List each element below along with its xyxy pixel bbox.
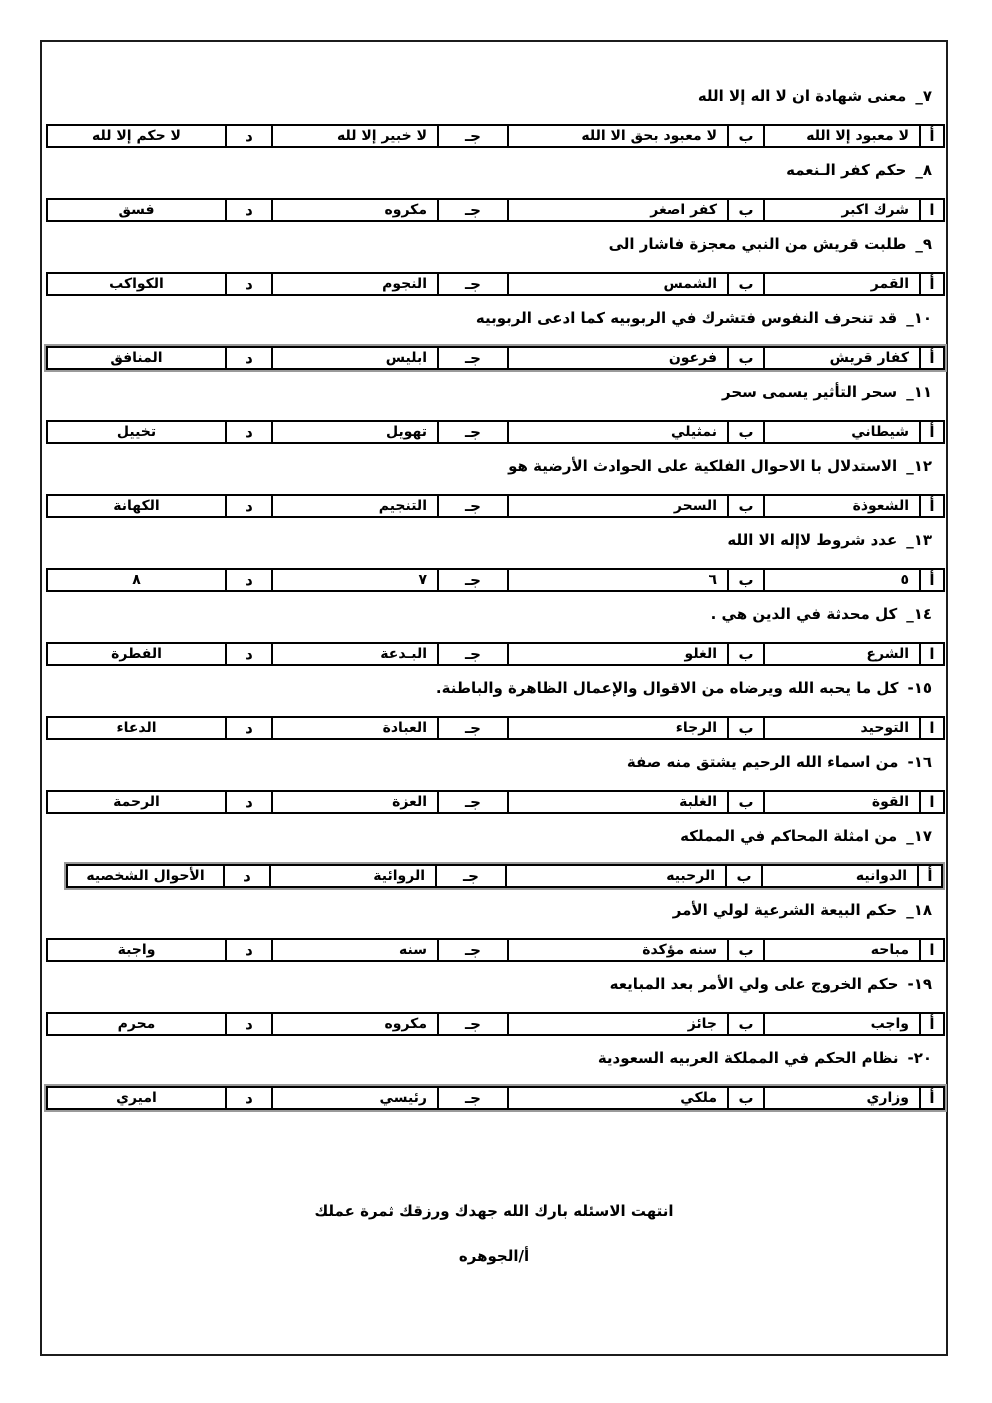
options-table bbox=[46, 1086, 945, 1110]
question-text: حكم البيعة الشرعية لولي الأمر bbox=[672, 901, 898, 919]
question-line bbox=[42, 532, 932, 549]
option-letter-c: جـ bbox=[438, 1087, 508, 1109]
option-value-b: الرجاء bbox=[508, 717, 728, 739]
option-value-d: الأحوال الشخصيه bbox=[67, 865, 224, 887]
option-value-a: الدوانيه bbox=[762, 865, 918, 887]
question-block bbox=[42, 1050, 946, 1118]
option-letter-b: ب bbox=[728, 643, 764, 665]
option-value-c: البـدعة bbox=[272, 643, 438, 665]
option-letter-b: ب bbox=[728, 717, 764, 739]
option-letter-a: أ bbox=[918, 865, 942, 887]
option-value-a: كفار قريش bbox=[764, 347, 920, 369]
question-line bbox=[42, 902, 932, 919]
option-letter-c: جـ bbox=[438, 569, 508, 591]
options-table bbox=[66, 864, 943, 888]
options-row bbox=[47, 125, 944, 147]
option-letter-b: ب bbox=[728, 939, 764, 961]
option-letter-c: جـ bbox=[438, 1013, 508, 1035]
options-table bbox=[46, 642, 945, 666]
options-row bbox=[47, 1013, 944, 1035]
option-value-a: وزاري bbox=[764, 1087, 920, 1109]
question-number: ١٩- bbox=[907, 975, 932, 993]
option-letter-d: د bbox=[226, 421, 272, 443]
option-letter-d: د bbox=[226, 939, 272, 961]
question-text: نظام الحكم في المملكة العربيه السعودية bbox=[597, 1049, 899, 1067]
option-letter-c: جـ bbox=[438, 495, 508, 517]
question-text: من اسماء الله الرحيم يشتق منه صفة bbox=[626, 753, 899, 771]
options-table bbox=[46, 124, 945, 148]
option-letter-d: د bbox=[226, 1013, 272, 1035]
question-block bbox=[42, 532, 946, 600]
option-letter-b: ب bbox=[728, 1087, 764, 1109]
options-table bbox=[46, 938, 945, 962]
option-letter-c: جـ bbox=[438, 347, 508, 369]
options-table bbox=[46, 568, 945, 592]
options-table bbox=[46, 1012, 945, 1036]
question-text: كل محدثة في الدين هي . bbox=[710, 605, 898, 623]
option-letter-d: د bbox=[226, 791, 272, 813]
question-text: كل ما يحبه الله ويرضاه من الاقوال والإعمال الظاهرة والباطنة. bbox=[435, 679, 899, 697]
question-block bbox=[42, 236, 946, 304]
question-line bbox=[42, 458, 932, 475]
option-value-a: لا معبود إلا الله bbox=[764, 125, 920, 147]
question-number: ٨_ bbox=[915, 161, 932, 179]
option-value-a: القمر bbox=[764, 273, 920, 295]
option-value-b: السحر bbox=[508, 495, 728, 517]
option-letter-d: د bbox=[226, 347, 272, 369]
options-table bbox=[46, 494, 945, 518]
option-value-d: لا حكم إلا لله bbox=[47, 125, 226, 147]
option-letter-c: جـ bbox=[438, 717, 508, 739]
option-value-b: الغلو bbox=[508, 643, 728, 665]
question-line bbox=[42, 236, 932, 253]
option-value-b: ٦ bbox=[508, 569, 728, 591]
option-value-b: نمثيلي bbox=[508, 421, 728, 443]
option-letter-b: ب bbox=[728, 1013, 764, 1035]
options-table bbox=[46, 198, 945, 222]
option-value-b: كفر اصغر bbox=[508, 199, 728, 221]
question-line bbox=[42, 606, 932, 623]
option-value-c: النجوم bbox=[272, 273, 438, 295]
question-block bbox=[42, 902, 946, 970]
question-number: ١٣_ bbox=[906, 531, 932, 549]
questions-area bbox=[42, 42, 946, 1118]
option-letter-c: جـ bbox=[436, 865, 506, 887]
option-value-a: مباحه bbox=[764, 939, 920, 961]
question-number: ١١_ bbox=[906, 383, 932, 401]
option-value-c: تهويل bbox=[272, 421, 438, 443]
option-letter-a: ا bbox=[920, 199, 944, 221]
option-letter-a: أ bbox=[920, 1087, 944, 1109]
option-letter-b: ب bbox=[728, 125, 764, 147]
option-letter-d: د bbox=[226, 569, 272, 591]
question-text: طلبت قريش من النبي معجزة فاشار الى bbox=[608, 235, 907, 253]
question-line bbox=[42, 680, 932, 697]
options-row bbox=[47, 495, 944, 517]
option-value-d: ٨ bbox=[47, 569, 226, 591]
question-text: سحر التأثير يسمى سحر bbox=[721, 383, 898, 401]
question-block bbox=[42, 754, 946, 822]
question-number: ١٧_ bbox=[906, 827, 932, 845]
option-letter-a: أ bbox=[920, 1013, 944, 1035]
option-letter-a: أ bbox=[920, 569, 944, 591]
options-row bbox=[47, 643, 944, 665]
option-letter-a: ا bbox=[920, 643, 944, 665]
question-number: ١٢_ bbox=[906, 457, 932, 475]
option-value-d: فسق bbox=[47, 199, 226, 221]
options-row bbox=[67, 865, 942, 887]
option-value-b: الرحبيه bbox=[506, 865, 726, 887]
option-letter-b: ب bbox=[726, 865, 762, 887]
question-number: ٧_ bbox=[915, 87, 932, 105]
option-value-c: الروائية bbox=[270, 865, 436, 887]
question-block bbox=[42, 310, 946, 378]
options-table bbox=[46, 272, 945, 296]
option-letter-d: د bbox=[226, 125, 272, 147]
option-value-b: الغلبة bbox=[508, 791, 728, 813]
option-letter-a: ا bbox=[920, 717, 944, 739]
question-block bbox=[42, 162, 946, 230]
option-value-a: واجب bbox=[764, 1013, 920, 1035]
question-number: ٢٠- bbox=[907, 1049, 932, 1067]
option-value-a: الشرع bbox=[764, 643, 920, 665]
option-letter-b: ب bbox=[728, 791, 764, 813]
option-value-d: اميري bbox=[47, 1087, 226, 1109]
options-row bbox=[47, 421, 944, 443]
option-value-a: شيطاني bbox=[764, 421, 920, 443]
option-letter-a: ا bbox=[920, 939, 944, 961]
option-value-a: الشعوذة bbox=[764, 495, 920, 517]
option-letter-c: جـ bbox=[438, 273, 508, 295]
option-letter-a: أ bbox=[920, 125, 944, 147]
question-block bbox=[42, 828, 946, 896]
option-value-b: جائز bbox=[508, 1013, 728, 1035]
option-value-c: العبادة bbox=[272, 717, 438, 739]
option-letter-a: أ bbox=[920, 273, 944, 295]
option-value-b: الشمس bbox=[508, 273, 728, 295]
exam-footer bbox=[42, 1202, 946, 1265]
question-text: قد تنحرف النفوس فتشرك في الربوبيه كما ادعى الربوبيه bbox=[475, 309, 898, 327]
option-value-b: سنه مؤكدة bbox=[508, 939, 728, 961]
option-letter-b: ب bbox=[728, 273, 764, 295]
question-text: معنى شهادة ان لا اله إلا الله bbox=[697, 87, 907, 105]
options-row bbox=[47, 791, 944, 813]
option-value-c: مكروه bbox=[272, 1013, 438, 1035]
option-value-b: ملكي bbox=[508, 1087, 728, 1109]
option-value-c: ٧ bbox=[272, 569, 438, 591]
option-letter-a: ا bbox=[920, 791, 944, 813]
question-number: ١٨_ bbox=[906, 901, 932, 919]
option-letter-c: جـ bbox=[438, 643, 508, 665]
option-value-c: سنه bbox=[272, 939, 438, 961]
option-letter-c: جـ bbox=[438, 421, 508, 443]
option-value-c: مكروه bbox=[272, 199, 438, 221]
options-row bbox=[47, 199, 944, 221]
option-value-d: واجبة bbox=[47, 939, 226, 961]
option-value-c: لا خبير إلا لله bbox=[272, 125, 438, 147]
options-table bbox=[46, 790, 945, 814]
option-letter-d: د bbox=[226, 199, 272, 221]
question-number: ١٥- bbox=[907, 679, 932, 697]
question-number: ١٠_ bbox=[906, 309, 932, 327]
question-line bbox=[42, 162, 932, 179]
option-value-d: المنافق bbox=[47, 347, 226, 369]
question-block bbox=[42, 458, 946, 526]
option-letter-a: أ bbox=[920, 347, 944, 369]
option-value-d: الفطرة bbox=[47, 643, 226, 665]
question-line bbox=[42, 754, 932, 771]
question-text: الاستدلال با الاحوال الفلكية على الحوادث الأرضية هو bbox=[508, 457, 898, 475]
question-block bbox=[42, 680, 946, 748]
options-table bbox=[46, 420, 945, 444]
option-letter-c: جـ bbox=[438, 939, 508, 961]
exam-page bbox=[40, 40, 948, 1356]
option-value-a: ٥ bbox=[764, 569, 920, 591]
question-text: حكم الخروج على ولي الأمر بعد المبايعه bbox=[609, 975, 899, 993]
option-value-a: القوة bbox=[764, 791, 920, 813]
option-letter-b: ب bbox=[728, 569, 764, 591]
question-line bbox=[42, 976, 932, 993]
options-row bbox=[47, 347, 944, 369]
option-value-a: شرك اكبر bbox=[764, 199, 920, 221]
option-letter-d: د bbox=[226, 273, 272, 295]
option-letter-a: أ bbox=[920, 421, 944, 443]
question-line bbox=[42, 384, 932, 401]
question-line bbox=[42, 1050, 932, 1067]
option-value-d: الكواكب bbox=[47, 273, 226, 295]
question-line bbox=[42, 88, 932, 105]
question-number: ١٤_ bbox=[906, 605, 932, 623]
option-letter-d: د bbox=[226, 643, 272, 665]
option-letter-b: ب bbox=[728, 421, 764, 443]
option-value-c: رئيسي bbox=[272, 1087, 438, 1109]
options-row bbox=[47, 1087, 944, 1109]
option-value-c: العزة bbox=[272, 791, 438, 813]
option-value-a: التوحيد bbox=[764, 717, 920, 739]
option-value-b: فرعون bbox=[508, 347, 728, 369]
teacher-signature: أ/الجوهره bbox=[458, 1247, 530, 1265]
question-block bbox=[42, 384, 946, 452]
question-number: ٩_ bbox=[915, 235, 932, 253]
option-letter-b: ب bbox=[728, 199, 764, 221]
question-block bbox=[42, 88, 946, 156]
question-block bbox=[42, 976, 946, 1044]
question-number: ١٦- bbox=[907, 753, 932, 771]
question-text: حكم كفر الـنعمه bbox=[786, 161, 907, 179]
option-value-c: ابليس bbox=[272, 347, 438, 369]
option-value-d: الرحمة bbox=[47, 791, 226, 813]
option-letter-d: د bbox=[226, 495, 272, 517]
option-value-d: تخييل bbox=[47, 421, 226, 443]
question-line bbox=[42, 828, 932, 845]
option-value-d: الدعاء bbox=[47, 717, 226, 739]
option-letter-d: د bbox=[224, 865, 270, 887]
option-letter-c: جـ bbox=[438, 125, 508, 147]
question-text: عدد شروط لاإله الا الله bbox=[727, 531, 898, 549]
question-line bbox=[42, 310, 932, 327]
option-letter-c: جـ bbox=[438, 791, 508, 813]
option-value-d: الكهانة bbox=[47, 495, 226, 517]
options-row bbox=[47, 569, 944, 591]
option-letter-d: د bbox=[226, 717, 272, 739]
question-block bbox=[42, 606, 946, 674]
options-table bbox=[46, 346, 945, 370]
option-letter-b: ب bbox=[728, 495, 764, 517]
options-row bbox=[47, 717, 944, 739]
option-letter-a: أ bbox=[920, 495, 944, 517]
option-letter-b: ب bbox=[728, 347, 764, 369]
option-letter-d: د bbox=[226, 1087, 272, 1109]
option-value-d: محرم bbox=[47, 1013, 226, 1035]
closing-line: انتهت الاسئله بارك الله جهدك ورزقك ثمرة عملك bbox=[314, 1202, 674, 1220]
option-letter-c: جـ bbox=[438, 199, 508, 221]
options-table bbox=[46, 716, 945, 740]
option-value-c: التنجيم bbox=[272, 495, 438, 517]
options-row bbox=[47, 273, 944, 295]
question-text: من امثلة المحاكم في المملكه bbox=[680, 827, 898, 845]
option-value-b: لا معبود بحق الا الله bbox=[508, 125, 728, 147]
options-row bbox=[47, 939, 944, 961]
